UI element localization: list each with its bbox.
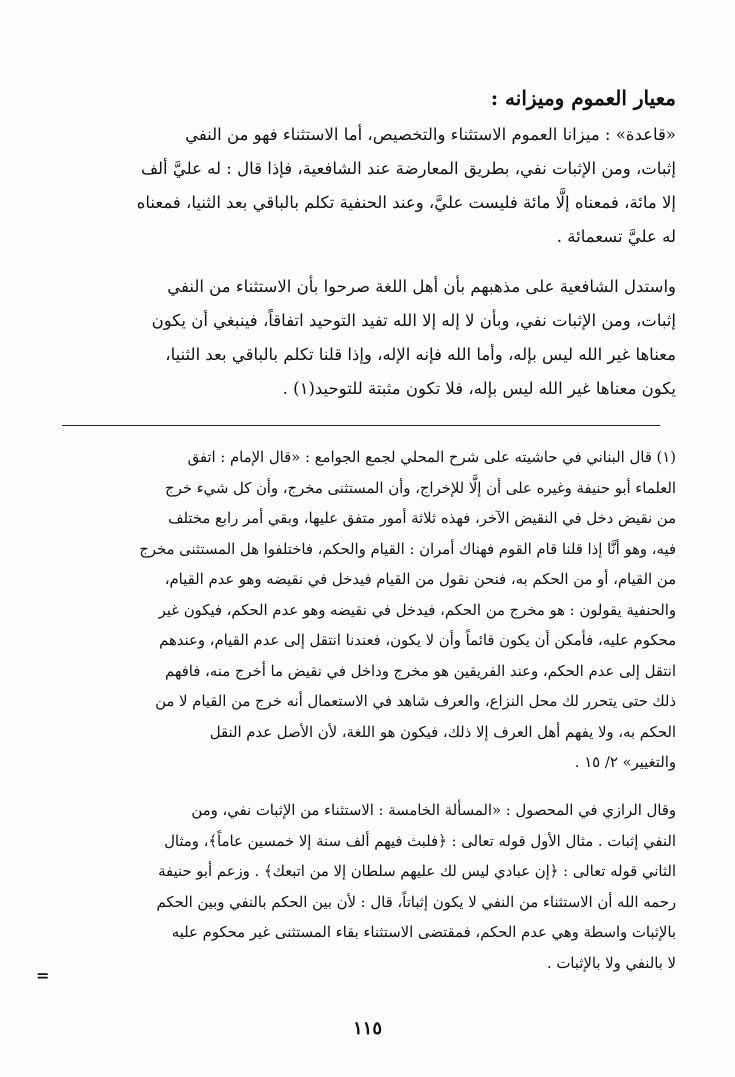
footnote-line: والتغيير» ٢/ ١٥ . [574,754,676,771]
footnote-line: من نقيض دخل في النقيض الآخر، فهذه ثلاثة أمور متفق عليها، وبقي أمر رابع مختلف [168,510,676,527]
footnote-line: ذلك حتى يتحرر لك محل النزاع، والعرف شاهد في الاستعمال أنه خرج من القيام لا من [155,693,676,710]
footnote-line: انتقل إلى عدم الحكم، وعند الفريقين هو مخرج وداخل في نقيض ما أخرج منه، فافهم [165,662,676,680]
section-heading: معيار العموم وميزانه : [490,86,676,110]
paragraph-2 [62,270,676,410]
footnote-divider [62,425,660,426]
footnote-line: محكوم عليه، فأمكن أن يكون قائماً وأن لا يكون، فعندنا انتقل إلى عدم القيام، وعندهم [159,632,676,649]
footnote-line: (١) قال البناني في حاشيته على شرح المحلي لجمع الجوامع : «قال الإمام : اتفق [187,449,676,466]
text-line: إثبات، ومن الإثبات نفي، وبأن لا إله إلا الله تفيد التوحيد اتفاقاً، فينبغي أن يكون [151,311,676,330]
continuation-mark: = [36,966,50,985]
footnote-line: العلماء أبو حنيفة وغيره على أن إلَّا للإخراج، وأن المستثنى مخرج، وأن كل شيء خرج [165,479,676,497]
text-line: إلا مائة، فمعناه إلَّا مائة فليست عليَّ، وعند الحنفية تكلم بالباقي بعد الثنيا، فمعناه [136,193,676,212]
footnote-line: والحنفية يقولون : هو مخرج من الحكم، فيدخل في نقيضه وهو عدم الحكم، فيكون غير [158,601,676,619]
paragraph-1 [62,118,676,246]
footnote-line: وقال الرازي في المحصول : «المسألة الخامسة : الاستثناء من الإثبات نفي، ومن [191,802,676,819]
footnote-line: لا بالنفي ولا بالإثبات . [546,954,676,972]
footnote-line: الحكم به، ولا يفهم أهل العرف إلا ذلك، فيكون هو اللغة، لأن الأصل عدم النقل [209,723,676,741]
text-line: واستدل الشافعية على مذهبهم بأن أهل اللغة صرحوا بأن الاستثناء من النفي [167,277,676,296]
text-line: له عليَّ تسعمائة . [556,227,676,246]
footnote-line: بالإثبات واسطة وهي عدم الحكم، فمقتضى الاستثناء بقاء المستثنى غير محكوم عليه [171,924,676,941]
footnote-1 [62,443,676,783]
text-line: إثبات، ومن الإثبات نفي، بطريق المعارضة عند الشافعية، فإذا قال : له عليَّ ألف [140,159,676,178]
text-line: معناها غير الله ليس بإله، وأما الله فإنه الإله، وإذا قلنا تكلم بالباقي بعد الثنيا، [165,345,676,364]
footnote-line: فيه، وهو أنَّا إذا قلنا قام القوم فهناك أمران : القيام والحكم، فاختلفوا هل المستثنى مخرج [139,540,676,558]
footnote-2 [62,796,676,986]
footnote-line: النفي إثبات . مثال الأول قوله تعالى : ﴿فلبث فيهم ألف سنة إلا خمسين عاماً﴾، ومثال [164,832,676,850]
footnote-line: من القيام، أو من الحكم به، فنحن نقول من القيام فيدخل في نقيضه وهو عدم القيام، [164,571,676,588]
page-number: ١١٥ [352,1018,382,1039]
footnote-line: رحمه الله أن الاستثناء من النفي لا يكون إثباتاً، قال : لأن بين الحكم بالنفي وبين الحكم [156,893,676,911]
footnote-line: الثاني قوله تعالى : ﴿إن عبادي ليس لك عليهم سلطان إلا من اتبعك﴾ . وزعم أبو حنيفة [158,863,676,880]
text-line: «قاعدة» : ميزانا العموم الاستثناء والتخصيص، أما الاستثناء فهو من النفي [185,125,676,144]
text-line: يكون معناها غير الله ليس بإله، فلا تكون مثبتة للتوحيد(١) . [282,379,676,398]
